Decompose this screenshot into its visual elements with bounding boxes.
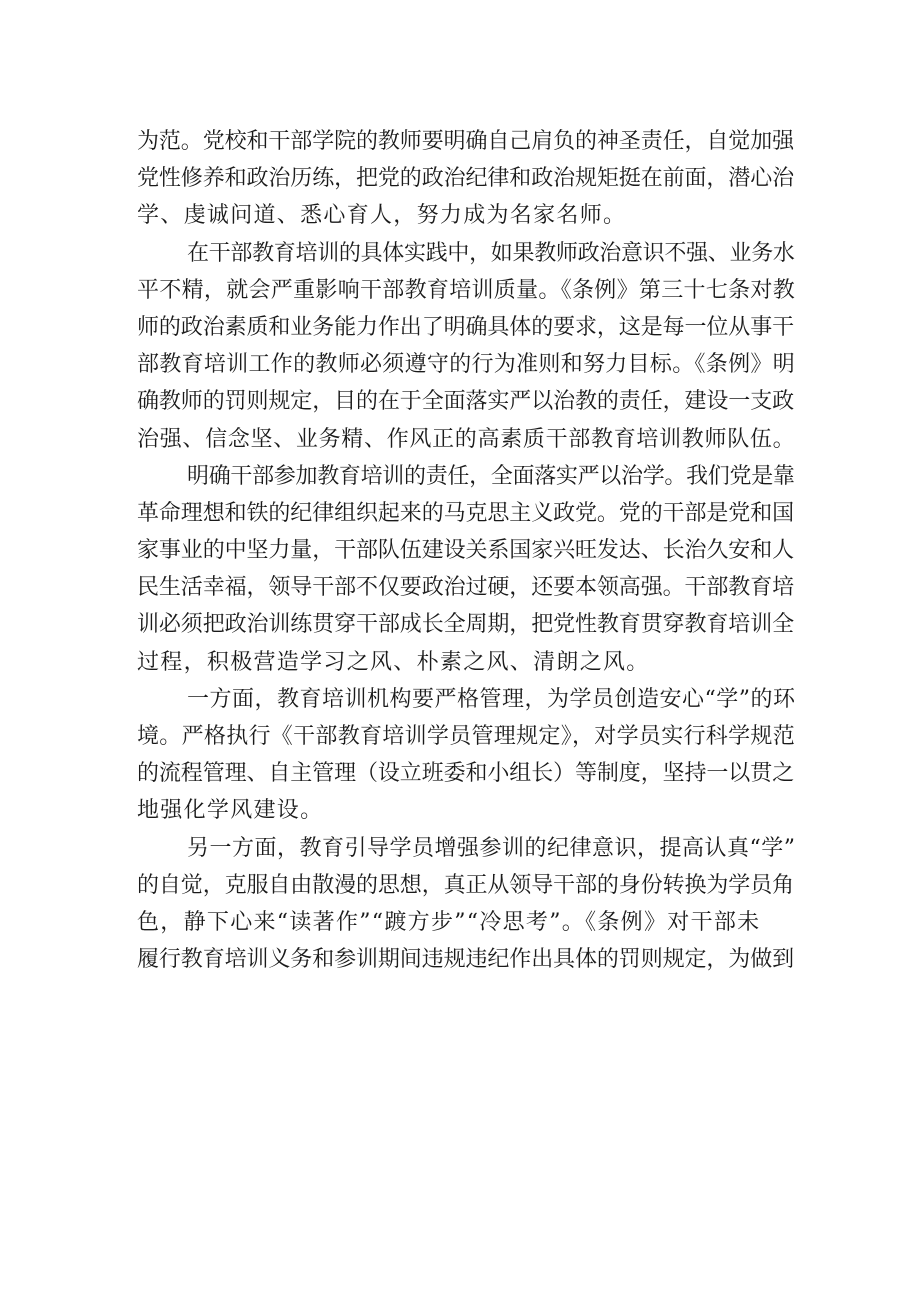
text-line: 学、虔诚问道、悉心育人，努力成为名家名师。 bbox=[137, 203, 627, 229]
text-line: 家事业的中坚力量，干部队伍建设关系国家兴旺发达、长治久安和人 bbox=[137, 538, 795, 564]
text-line: 在干部教育培训的具体实践中，如果教师政治意识不强、业务水 bbox=[187, 240, 795, 266]
text-line: 革命理想和铁的纪律组织起来的马克思主义政党。党的干部是党和国 bbox=[137, 500, 795, 526]
text-line: 民生活幸福，领导干部不仅要政治过硬，还要本领高强。干部教育培 bbox=[137, 575, 795, 601]
text-line: 治强、信念坚、业务精、作风正的高素质干部教育培训教师队伍。 bbox=[137, 426, 796, 452]
paragraph-2 bbox=[137, 235, 797, 458]
body-text bbox=[137, 123, 797, 978]
text-line: 平不精，就会严重影响干部教育培训质量。《条例》第三十七条对教 bbox=[137, 277, 796, 303]
text-line: 境。严格执行《干部教育培训学员管理规定》，对学员实行科学规范 bbox=[137, 724, 796, 749]
text-line: 确教师的罚则规定，目的在于全面落实严以治教的责任，建设一支政 bbox=[137, 389, 795, 415]
paragraph-3 bbox=[137, 458, 797, 681]
paragraph-4 bbox=[137, 681, 797, 830]
text-line: 地强化学风建设。 bbox=[137, 798, 324, 824]
text-line: 另一方面，教育引导学员增强参训的纪律意识，提高认真“学” bbox=[187, 835, 796, 861]
text-line: 色，静下心来“读著作”“踱方步”“冷思考”。《条例》对干部未 bbox=[137, 909, 761, 935]
text-line: 为范。党校和干部学院的教师要明确自己肩负的神圣责任，自觉加强 bbox=[137, 129, 795, 154]
text-line: 的自觉，克服自由散漫的思想，真正从领导干部的身份转换为学员角 bbox=[137, 872, 795, 898]
paragraph-5 bbox=[137, 830, 797, 979]
text-line: 明确干部参加教育培训的责任，全面落实严以治学。我们党是靠 bbox=[187, 463, 795, 489]
text-line: 部教育培训工作的教师必须遵守的行为准则和努力目标。《条例》明 bbox=[137, 352, 796, 378]
text-line: 的流程管理、自主管理（设立班委和小组长）等制度，坚持一以贯之 bbox=[137, 761, 795, 787]
paragraph-1 bbox=[137, 123, 797, 235]
text-line: 过程，积极营造学习之风、朴素之风、清朗之风。 bbox=[137, 649, 650, 675]
text-line: 党性修养和政治历练，把党的政治纪律和政治规矩挺在前面，潜心治 bbox=[137, 166, 795, 192]
text-line: 训必须把政治训练贯穿干部成长全周期，把党性教育贯穿教育培训全 bbox=[137, 612, 795, 638]
text-line: 履行教育培训义务和参训期间违规违纪作出具体的罚则规定，为做到 bbox=[137, 947, 795, 973]
text-line: 师的政治素质和业务能力作出了明确具体的要求，这是每一位从事干 bbox=[137, 314, 795, 340]
text-line: 一方面，教育培训机构要严格管理，为学员创造安心“学”的环 bbox=[187, 686, 796, 712]
